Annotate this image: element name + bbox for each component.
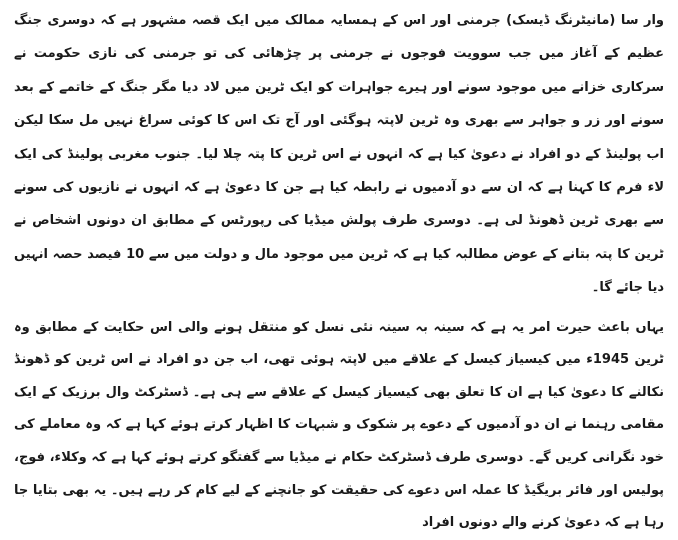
article-paragraph: یہاں باعث حیرت امر یہ ہے کہ سینہ بہ سینہ نئی نسل کو منتقل ہونے والی اس حکایت کے مطابق وہ ٹرین 1945ء میں کیسیاز کیسل کے علاقے میں لاپتہ ہوئی تھی، اب جن دو افراد نے اس ٹرین کو ڈھونڈ نکالنے کا دعویٰ کیا ہے ان کا تعلق بھی کیسیاز کیسل کے علاقے سے ہی ہے۔ ڈسٹرکٹ وال برزیک کے ایک مقامی رہنما نے ان دو آدمیوں کے دعوے پر شکوک و شبہات کا اظہار کرتے ہوئے کہا ہے کہ وہ معاملے کی خود نگرانی کریں گے۔ دوسری طرف ڈسٹرکٹ حکام نے میڈیا سے گفتگو کرتے ہوئے کہا ہے کہ وکلاء، فوج، پولیس اور فائر بریگیڈ کا عملہ اس دعوے کی حقیقت کو جانچنے کے لیے کام کر رہے ہیں۔ یہ بھی بتایا جا رہا ہے کہ دعویٰ کرنے والے دونوں افراد — [14, 319, 665, 531]
article-body — [14, 4, 664, 540]
article-paragraph: وار سا (مانیٹرنگ ڈیسک) جرمنی اور اس کے ہمسایہ ممالک میں ایک قصہ مشہور ہے کہ دوسری جنگ عظیم کے آغاز میں جب سوویت فوجوں نے جرمنی پر چڑھائی کی تو جرمنی کی نازی حکومت نے سرکاری خزانے میں موجود سونے اور ہیرے جواہرات کو ایک ٹرین میں لاد دیا مگر جنگ کے خاتمے کے بعد سونے اور زر و جواہر سے بھری وہ ٹرین لاپتہ ہوگئی اور آج تک اس کا کوئی سراغ نہیں مل سکا لیکن اب پولینڈ کے دو افراد نے دعویٰ کیا ہے کہ انہوں نے اس ٹرین کا پتہ چلا لیا۔ جنوب مغربی پولینڈ کی ایک لاء فرم کا کہنا ہے کہ ان سے دو آدمیوں نے رابطہ کیا ہے جن کا دعویٰ ہے کہ انہوں نے نازیوں کی سونے سے بھری ٹرین ڈھونڈ لی ہے۔ دوسری طرف پولش میڈیا کی رپورٹس کے مطابق ان دونوں اشخاص نے ٹرین کا پتہ بتانے کے عوض مطالبہ کیا ہے کہ ٹرین میں موجود مال و دولت میں سے 10 فیصد حصہ انہیں دیا جائے گا۔ — [14, 13, 664, 296]
